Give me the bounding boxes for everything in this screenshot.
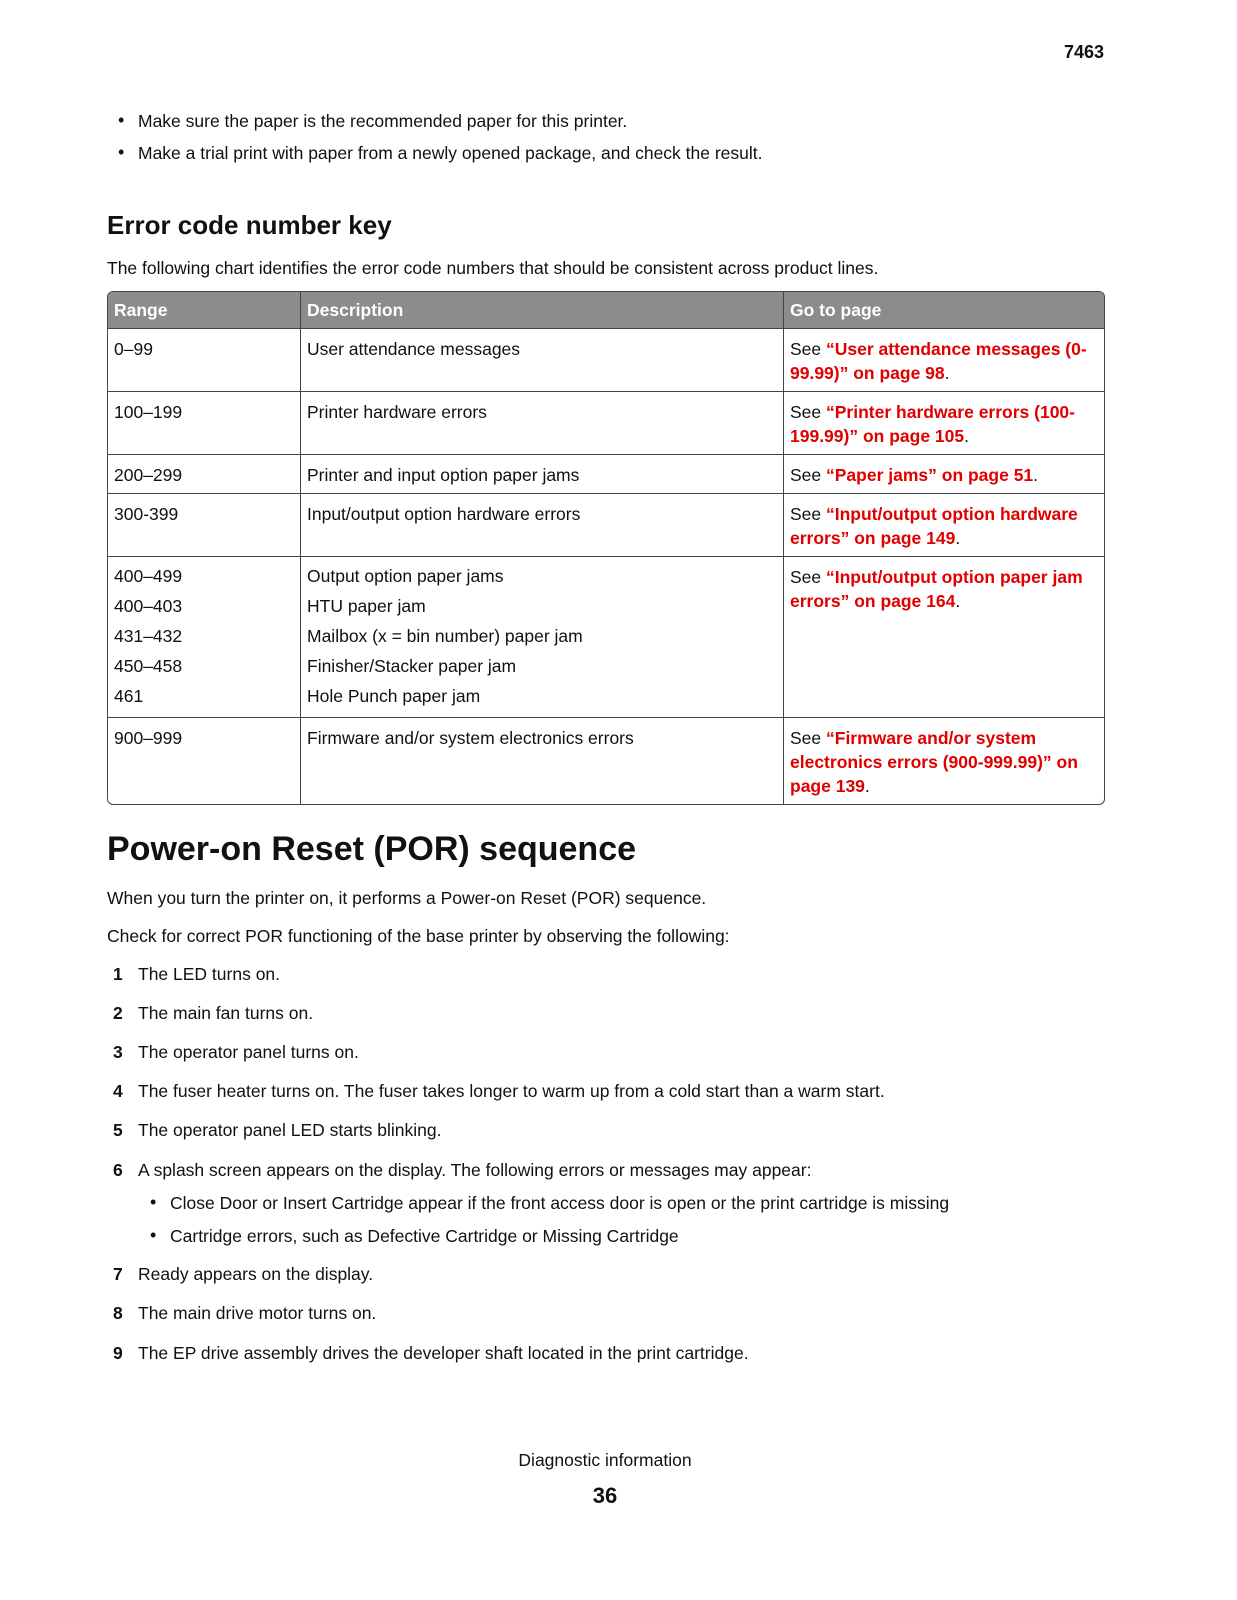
table-row — [108, 717, 1104, 804]
description-cell-text: User attendance messages — [307, 339, 521, 359]
bullet-text: Close Door or Insert Cartridge appear if the front access door is open or the print cartridge is missing — [170, 1193, 950, 1213]
bullet-text: Cartridge errors, such as Defective Cartridge or Missing Cartridge — [170, 1226, 679, 1246]
description-cell — [300, 556, 783, 717]
range-cell — [108, 328, 300, 391]
description-cell-text: Mailbox (x = bin number) paper jam — [307, 626, 583, 646]
period: . — [955, 528, 961, 548]
step-text: The main fan turns on. — [138, 1003, 314, 1023]
range-cell — [108, 454, 300, 493]
range-cell-text: 200–299 — [114, 465, 183, 485]
range-cell — [108, 556, 300, 717]
col-header-go-to-page: Go to page — [783, 292, 1104, 328]
see-text: See — [790, 339, 826, 359]
range-cell-text: 300-399 — [114, 504, 179, 524]
table-row — [108, 454, 1104, 493]
step-text: The EP drive assembly drives the developer shaft located in the print cartridge. — [138, 1343, 749, 1363]
page-link[interactable]: “Printer hardware errors (100-199.99)” on page 105 — [790, 402, 1075, 446]
step-number: 8 — [113, 1303, 123, 1323]
description-cell — [300, 717, 783, 804]
period: . — [964, 426, 969, 446]
see-text: See — [790, 465, 826, 485]
description-cell-text: HTU paper jam — [307, 596, 426, 616]
see-text: See — [790, 728, 826, 748]
page-link[interactable]: “Firmware and/or system electronics errors (900-999.99)” on page 139 — [790, 728, 1078, 796]
page-header-number: 7463 — [1063, 42, 1104, 62]
paragraph: When you turn the printer on, it performs a Power-on Reset (POR) sequence. — [107, 888, 707, 908]
range-cell-text: 400–403 — [114, 596, 183, 616]
description-cell-text: Hole Punch paper jam — [307, 686, 481, 706]
range-cell-text: 900–999 — [114, 728, 183, 748]
range-cell-text: 100–199 — [114, 402, 183, 422]
step-number: 2 — [113, 1003, 123, 1023]
go-to-page-cell — [783, 556, 1104, 717]
step-text: The LED turns on. — [138, 964, 281, 984]
description-cell-text: Output option paper jams — [307, 566, 504, 586]
description-cell-text: Printer hardware errors — [307, 402, 487, 422]
description-cell-text: Finisher/Stacker paper jam — [307, 656, 517, 676]
section-heading: Error code number key — [107, 210, 392, 240]
page-link[interactable]: “Input/output option paper jam errors” on page 164 — [790, 567, 1083, 611]
bullet-icon: • — [150, 1192, 157, 1212]
error-code-table — [107, 291, 1105, 805]
see-text: See — [790, 567, 826, 587]
step-number: 5 — [113, 1120, 123, 1140]
step-number: 4 — [113, 1081, 123, 1101]
section-intro: The following chart identifies the error code numbers that should be consistent across product lines. — [107, 258, 879, 278]
range-cell-text: 461 — [114, 686, 144, 706]
description-cell — [300, 328, 783, 391]
description-cell-text: Input/output option hardware errors — [307, 504, 581, 524]
bullet-icon: • — [118, 110, 125, 130]
see-text: See — [790, 402, 826, 422]
step-number: 6 — [113, 1160, 123, 1180]
range-cell-text: 0–99 — [114, 339, 153, 359]
paragraph: Check for correct POR functioning of the base printer by observing the following: — [107, 926, 730, 946]
period: . — [944, 363, 950, 383]
step-text: A splash screen appears on the display. The following errors or messages may appear: — [138, 1160, 812, 1180]
table-row — [108, 391, 1104, 454]
page-link[interactable]: “Paper jams” on page 51 — [826, 465, 1034, 485]
bullet-text: Make a trial print with paper from a newly opened package, and check the result. — [138, 143, 763, 163]
step-text: The main drive motor turns on. — [138, 1303, 377, 1323]
footer-page-number: 36 — [592, 1483, 618, 1508]
section-heading: Power-on Reset (POR) sequence — [107, 830, 637, 868]
go-to-page-cell — [783, 328, 1104, 391]
table-row — [108, 556, 1104, 717]
step-number: 1 — [113, 964, 123, 984]
range-cell — [108, 717, 300, 804]
description-cell-text: Firmware and/or system electronics errors — [307, 728, 634, 748]
period: . — [864, 776, 870, 796]
step-number: 9 — [113, 1343, 123, 1363]
footer-label: Diagnostic information — [518, 1450, 692, 1470]
table-row — [108, 493, 1104, 556]
col-header-description: Description — [300, 292, 783, 328]
range-cell-text: 400–499 — [114, 566, 183, 586]
step-number: 3 — [113, 1042, 123, 1062]
description-cell-text: Printer and input option paper jams — [307, 465, 580, 485]
page-link[interactable]: “User attendance messages (0-99.99)” on page 98 — [790, 339, 1087, 383]
page-link[interactable]: “Input/output option hardware errors” on page 149 — [790, 504, 1078, 548]
bullet-icon: • — [150, 1225, 157, 1245]
see-text: See — [790, 504, 826, 524]
go-to-page-cell — [783, 717, 1104, 804]
step-text: The operator panel LED starts blinking. — [138, 1120, 442, 1140]
description-cell — [300, 454, 783, 493]
range-cell — [108, 391, 300, 454]
col-header-range: Range — [108, 292, 300, 328]
range-cell-text: 450–458 — [114, 656, 183, 676]
step-text: Ready appears on the display. — [138, 1264, 374, 1284]
table-row — [108, 328, 1104, 391]
step-number: 7 — [113, 1264, 123, 1284]
description-cell — [300, 493, 783, 556]
bullet-text: Make sure the paper is the recommended paper for this printer. — [138, 111, 628, 131]
step-text: The operator panel turns on. — [138, 1042, 359, 1062]
period: . — [955, 591, 961, 611]
go-to-page-cell — [783, 454, 1104, 493]
go-to-page-cell — [783, 493, 1104, 556]
bullet-icon: • — [118, 142, 125, 162]
range-cell — [108, 493, 300, 556]
range-cell-text: 431–432 — [114, 626, 183, 646]
step-text: The fuser heater turns on. The fuser takes longer to warm up from a cold start than a warm start. — [138, 1081, 885, 1101]
period: . — [1033, 465, 1039, 485]
go-to-page-cell — [783, 391, 1104, 454]
description-cell — [300, 391, 783, 454]
